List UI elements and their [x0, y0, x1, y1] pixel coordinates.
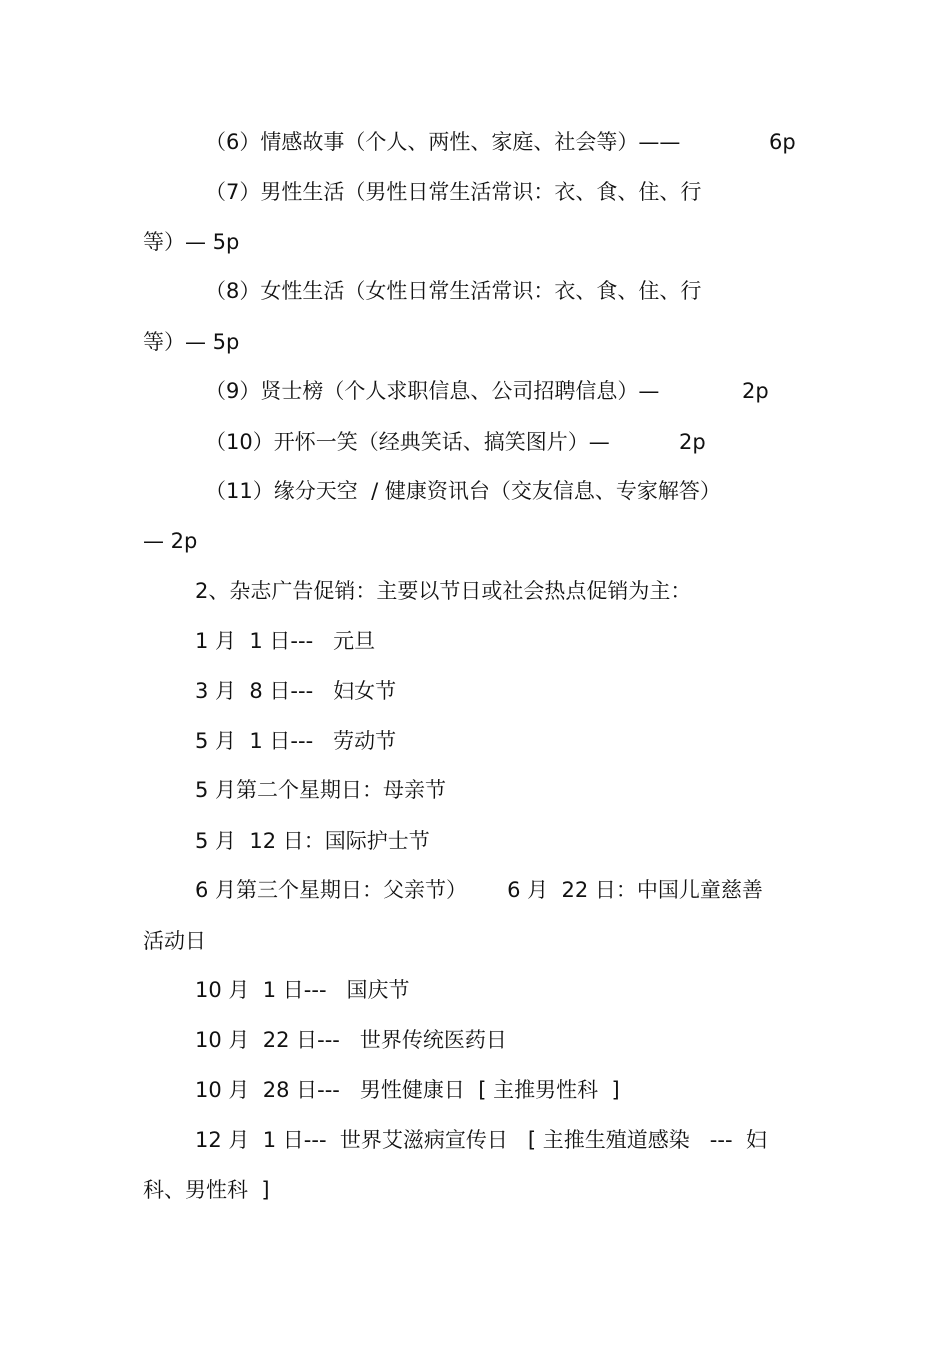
holiday-item: 5 月 1 日--- 劳动节 — [195, 729, 397, 753]
holiday-item: 5 月 12 日：国际护士节 — [195, 829, 430, 853]
line-item-7: （7）男性生活（男性日常生活常识：衣、食、住、行 — [205, 180, 702, 204]
line-item-6: （6）情感故事（个人、两性、家庭、社会等）—— — [205, 130, 681, 154]
line-item-10-pages: 2p — [679, 430, 706, 454]
holiday-item: 12 月 1 日--- 世界艾滋病宣传日 [ 主推生殖道感染 --- 妇 — [195, 1128, 767, 1152]
holiday-item-cont: 科、男性科 ] — [143, 1178, 270, 1202]
line-item-11: （11）缘分天空 / 健康资讯台（交友信息、专家解答） — [205, 479, 721, 503]
holiday-item: 10 月 28 日--- 男性健康日 [ 主推男性科 ] — [195, 1078, 620, 1102]
holiday-item: 5 月第二个星期日：母亲节 — [195, 778, 447, 802]
holiday-item: 1 月 1 日--- 元旦 — [195, 629, 376, 653]
line-item-9: （9）贤士榜（个人求职信息、公司招聘信息）— — [205, 379, 660, 403]
line-item-8-cont: 等）— 5p — [143, 330, 240, 354]
line-item-6-pages: 6p — [769, 130, 796, 154]
line-item-8: （8）女性生活（女性日常生活常识：衣、食、住、行 — [205, 279, 702, 303]
line-item-10: （10）开怀一笑（经典笑话、搞笑图片）— — [205, 430, 610, 454]
holiday-item-cont: 活动日 — [143, 929, 206, 953]
line-item-11-cont: — 2p — [143, 529, 198, 553]
line-item-7-cont: 等）— 5p — [143, 230, 240, 254]
holiday-item: 3 月 8 日--- 妇女节 — [195, 679, 397, 703]
holiday-item: 6 月第三个星期日：父亲节） 6 月 22 日：中国儿童慈善 — [195, 878, 763, 902]
section-heading-magazine-ads: 2、杂志广告促销：主要以节日或社会热点促销为主： — [195, 579, 692, 603]
holiday-item: 10 月 1 日--- 国庆节 — [195, 978, 410, 1002]
line-item-9-pages: 2p — [742, 379, 769, 403]
holiday-item: 10 月 22 日--- 世界传统医药日 — [195, 1028, 507, 1052]
